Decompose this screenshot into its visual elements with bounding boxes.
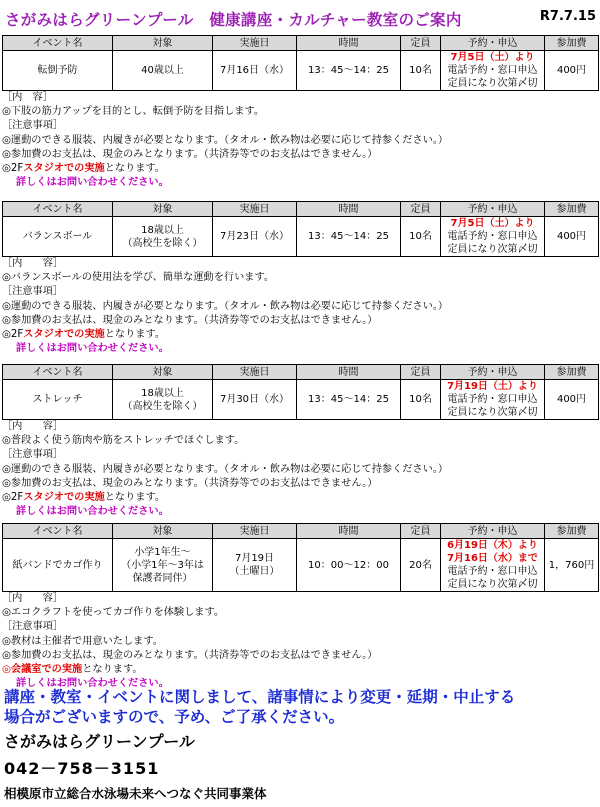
event-table <box>2 364 599 420</box>
venue-highlight: ◎会議室での実施 <box>2 664 83 676</box>
caution-text: ◎参加費のお支払は、現金のみとなります。（共済券等でのお支払はできません。） <box>2 477 378 489</box>
event-target <box>113 217 213 257</box>
event-reservation <box>441 51 545 91</box>
target-line: 18歳以上 <box>141 224 184 236</box>
reserve-red-line: 6月19日（木）より <box>447 540 538 551</box>
event-name: 転倒予防 <box>3 51 113 91</box>
change-notice-line: 場合がございますので、予め、ご了承ください。 <box>4 708 345 726</box>
reserve-black-line: 電話予約・窓口申込 <box>447 394 538 405</box>
venue-text <box>2 491 598 505</box>
column-header: 定員 <box>401 524 441 539</box>
column-header: 参加費 <box>545 202 599 217</box>
caution-text: ◎運動のできる服装、内履きが必要となります。（タオル・飲み物は必要に応じて持参ください。） <box>2 463 449 475</box>
column-header: 対象 <box>113 365 213 380</box>
caution-text: ◎運動のできる服装、内履きが必要となります。（タオル・飲み物は必要に応じて持参ください。） <box>2 300 449 312</box>
column-header: 実施日 <box>213 36 297 51</box>
target-line: 保護者同伴） <box>132 572 193 584</box>
venue-suffix: となります。 <box>104 492 166 504</box>
column-header: 実施日 <box>213 524 297 539</box>
event-fee: 1，760円 <box>545 539 599 592</box>
event-name: バランスボール <box>3 217 113 257</box>
column-header: 予約・申込 <box>441 202 545 217</box>
date-line: 7月16日（水） <box>219 65 290 76</box>
target-line: （小学1年～3年は <box>121 559 204 571</box>
inquiry-text[interactable]: 詳しくはお問い合わせください。 <box>16 177 169 189</box>
event-table <box>2 35 599 91</box>
column-header: 参加費 <box>545 365 599 380</box>
issue-date: R7.7.15 <box>539 9 596 24</box>
venue-highlight: スタジオでの実施 <box>23 329 105 341</box>
caution-text: ◎参加費のお支払は、現金のみとなります。（共済券等でのお支払はできません。） <box>2 314 378 326</box>
content-text: ◎下肢の筋力アップを目的とし、転倒予防を目指します。 <box>2 106 265 118</box>
event-reservation <box>441 380 545 420</box>
reserve-red-line: 7月5日（土）より <box>450 218 535 229</box>
venue-text <box>2 162 598 176</box>
venue-text <box>2 663 598 677</box>
table-row <box>3 539 599 592</box>
event-table <box>2 201 599 257</box>
event-notes <box>2 420 598 519</box>
event-fee: 400円 <box>545 380 599 420</box>
column-header: 予約・申込 <box>441 36 545 51</box>
change-notice <box>4 687 515 727</box>
column-header: 時間 <box>297 524 401 539</box>
table-header-row <box>3 36 599 51</box>
event-section <box>2 523 598 691</box>
venue-suffix: となります。 <box>82 664 143 676</box>
content-text: ◎エコクラフトを使ってカゴ作りを体験します。 <box>2 607 225 619</box>
caution-text: ◎参加費のお支払は、現金のみとなります。（共済券等でのお支払はできません。） <box>2 649 378 661</box>
reserve-black-line: 電話予約・窓口申込 <box>447 231 538 242</box>
event-notes <box>2 257 598 356</box>
reserve-red-line: 7月19日（土）より <box>447 381 538 392</box>
column-header: 参加費 <box>545 524 599 539</box>
caution-heading: ［注意事項］ <box>2 449 64 461</box>
reserve-red-line: 7月5日（土）より <box>450 52 535 63</box>
column-header: 定員 <box>401 365 441 380</box>
content-heading: ［内 容］ <box>2 92 53 103</box>
column-header: 予約・申込 <box>441 524 545 539</box>
table-row <box>3 380 599 420</box>
inquiry-text[interactable]: 詳しくはお問い合わせください。 <box>16 678 169 690</box>
reserve-black-line: 電話予約・窓口申込 <box>447 566 538 577</box>
event-time: 13：45～14：25 <box>297 380 401 420</box>
target-line: （高校生を除く） <box>122 237 203 249</box>
column-header: 参加費 <box>545 36 599 51</box>
venue-highlight: スタジオでの実施 <box>23 163 105 175</box>
content-heading: ［内 容］ <box>2 593 64 604</box>
table-header-row <box>3 202 599 217</box>
event-notes <box>2 91 598 190</box>
venue-highlight: スタジオでの実施 <box>23 492 105 504</box>
event-capacity: 10名 <box>401 380 441 420</box>
event-name: ストレッチ <box>3 380 113 420</box>
venue-prefix: ◎2F <box>2 329 24 341</box>
venue-prefix: ◎2F <box>2 492 24 504</box>
event-capacity: 10名 <box>401 51 441 91</box>
event-section <box>2 35 598 190</box>
event-time: 10：00～12：00 <box>297 539 401 592</box>
column-header: 時間 <box>297 365 401 380</box>
event-date <box>213 380 297 420</box>
content-heading: ［内 容］ <box>2 258 64 269</box>
column-header: 実施日 <box>213 365 297 380</box>
change-notice-line: 講座・教室・イベントに関しまして、諸事情により変更・延期・中止する <box>4 688 516 706</box>
table-row <box>3 51 599 91</box>
header <box>2 4 598 34</box>
caution-heading: ［注意事項］ <box>2 621 64 633</box>
date-line: （土曜日） <box>229 566 280 577</box>
page-title: さがみはらグリーンプール 健康講座・カルチャー教室のご案内 <box>5 11 462 29</box>
event-section <box>2 201 598 356</box>
column-header: 時間 <box>297 36 401 51</box>
facility-name: さがみはらグリーンプール <box>4 732 195 751</box>
content-text: ◎バランスボールの使用法を学び、簡単な運動を行います。 <box>2 272 275 284</box>
caution-heading: ［注意事項］ <box>2 120 64 132</box>
caution-text: ◎運動のできる服装、内履きが必要となります。（タオル・飲み物は必要に応じて持参ください。） <box>2 134 449 146</box>
reserve-black-line: 電話予約・窓口申込 <box>447 65 538 76</box>
column-header: 定員 <box>401 36 441 51</box>
target-line: （高校生を除く） <box>122 400 203 412</box>
event-fee: 400円 <box>545 217 599 257</box>
column-header: 対象 <box>113 202 213 217</box>
phone-number[interactable]: 042－758－3151 <box>4 759 160 778</box>
column-header: 時間 <box>297 202 401 217</box>
target-line: 小学1年生～ <box>134 546 191 558</box>
caution-text: ◎参加費のお支払は、現金のみとなります。（共済券等でのお支払はできません。） <box>2 148 378 160</box>
event-table <box>2 523 599 592</box>
reserve-red-line: 7月16日（水）まで <box>447 553 538 564</box>
operator-name: 相模原市立総合水泳場未来へつなぐ共同事業体 <box>4 786 267 801</box>
event-capacity: 20名 <box>401 539 441 592</box>
event-name: 紙バンドでカゴ作り <box>3 539 113 592</box>
table-header-row <box>3 365 599 380</box>
table-header-row <box>3 524 599 539</box>
column-header: 対象 <box>113 36 213 51</box>
column-header: イベント名 <box>3 202 113 217</box>
venue-text <box>2 328 598 342</box>
date-line: 7月23日（水） <box>219 231 290 242</box>
column-header: 実施日 <box>213 202 297 217</box>
event-target <box>113 51 213 91</box>
event-date <box>213 51 297 91</box>
target-line: 40歳以上 <box>141 65 184 76</box>
target-line: 18歳以上 <box>141 387 184 399</box>
reserve-black-line: 定員になり次第〆切 <box>447 579 538 590</box>
event-section <box>2 364 598 519</box>
event-date <box>213 217 297 257</box>
caution-heading: ［注意事項］ <box>2 286 64 298</box>
event-date <box>213 539 297 592</box>
content-heading: ［内 容］ <box>2 421 64 432</box>
column-header: イベント名 <box>3 524 113 539</box>
inquiry-text[interactable]: 詳しくはお問い合わせください。 <box>16 506 169 518</box>
event-notes <box>2 592 598 691</box>
table-row <box>3 217 599 257</box>
date-line: 7月30日（水） <box>219 394 290 405</box>
inquiry-text[interactable]: 詳しくはお問い合わせください。 <box>16 343 169 355</box>
reserve-black-line: 定員になり次第〆切 <box>447 407 538 418</box>
reserve-black-line: 定員になり次第〆切 <box>447 78 538 89</box>
column-header: イベント名 <box>3 36 113 51</box>
reserve-black-line: 定員になり次第〆切 <box>447 244 538 255</box>
venue-suffix: となります。 <box>104 163 166 175</box>
event-reservation <box>441 217 545 257</box>
event-fee: 400円 <box>545 51 599 91</box>
venue-prefix: ◎2F <box>2 163 24 175</box>
caution-text: ◎教材は主催者で用意いたします。 <box>2 635 163 647</box>
event-reservation <box>441 539 545 592</box>
column-header: 定員 <box>401 202 441 217</box>
column-header: 対象 <box>113 524 213 539</box>
content-text: ◎普段よく使う筋肉や筋をストレッチでほぐします。 <box>2 435 245 447</box>
event-capacity: 10名 <box>401 217 441 257</box>
column-header: イベント名 <box>3 365 113 380</box>
event-time: 13：45～14：25 <box>297 217 401 257</box>
column-header: 予約・申込 <box>441 365 545 380</box>
date-line: 7月19日 <box>234 553 275 564</box>
event-target <box>113 380 213 420</box>
venue-suffix: となります。 <box>104 329 166 341</box>
event-time: 13：45～14：25 <box>297 51 401 91</box>
event-target <box>113 539 213 592</box>
